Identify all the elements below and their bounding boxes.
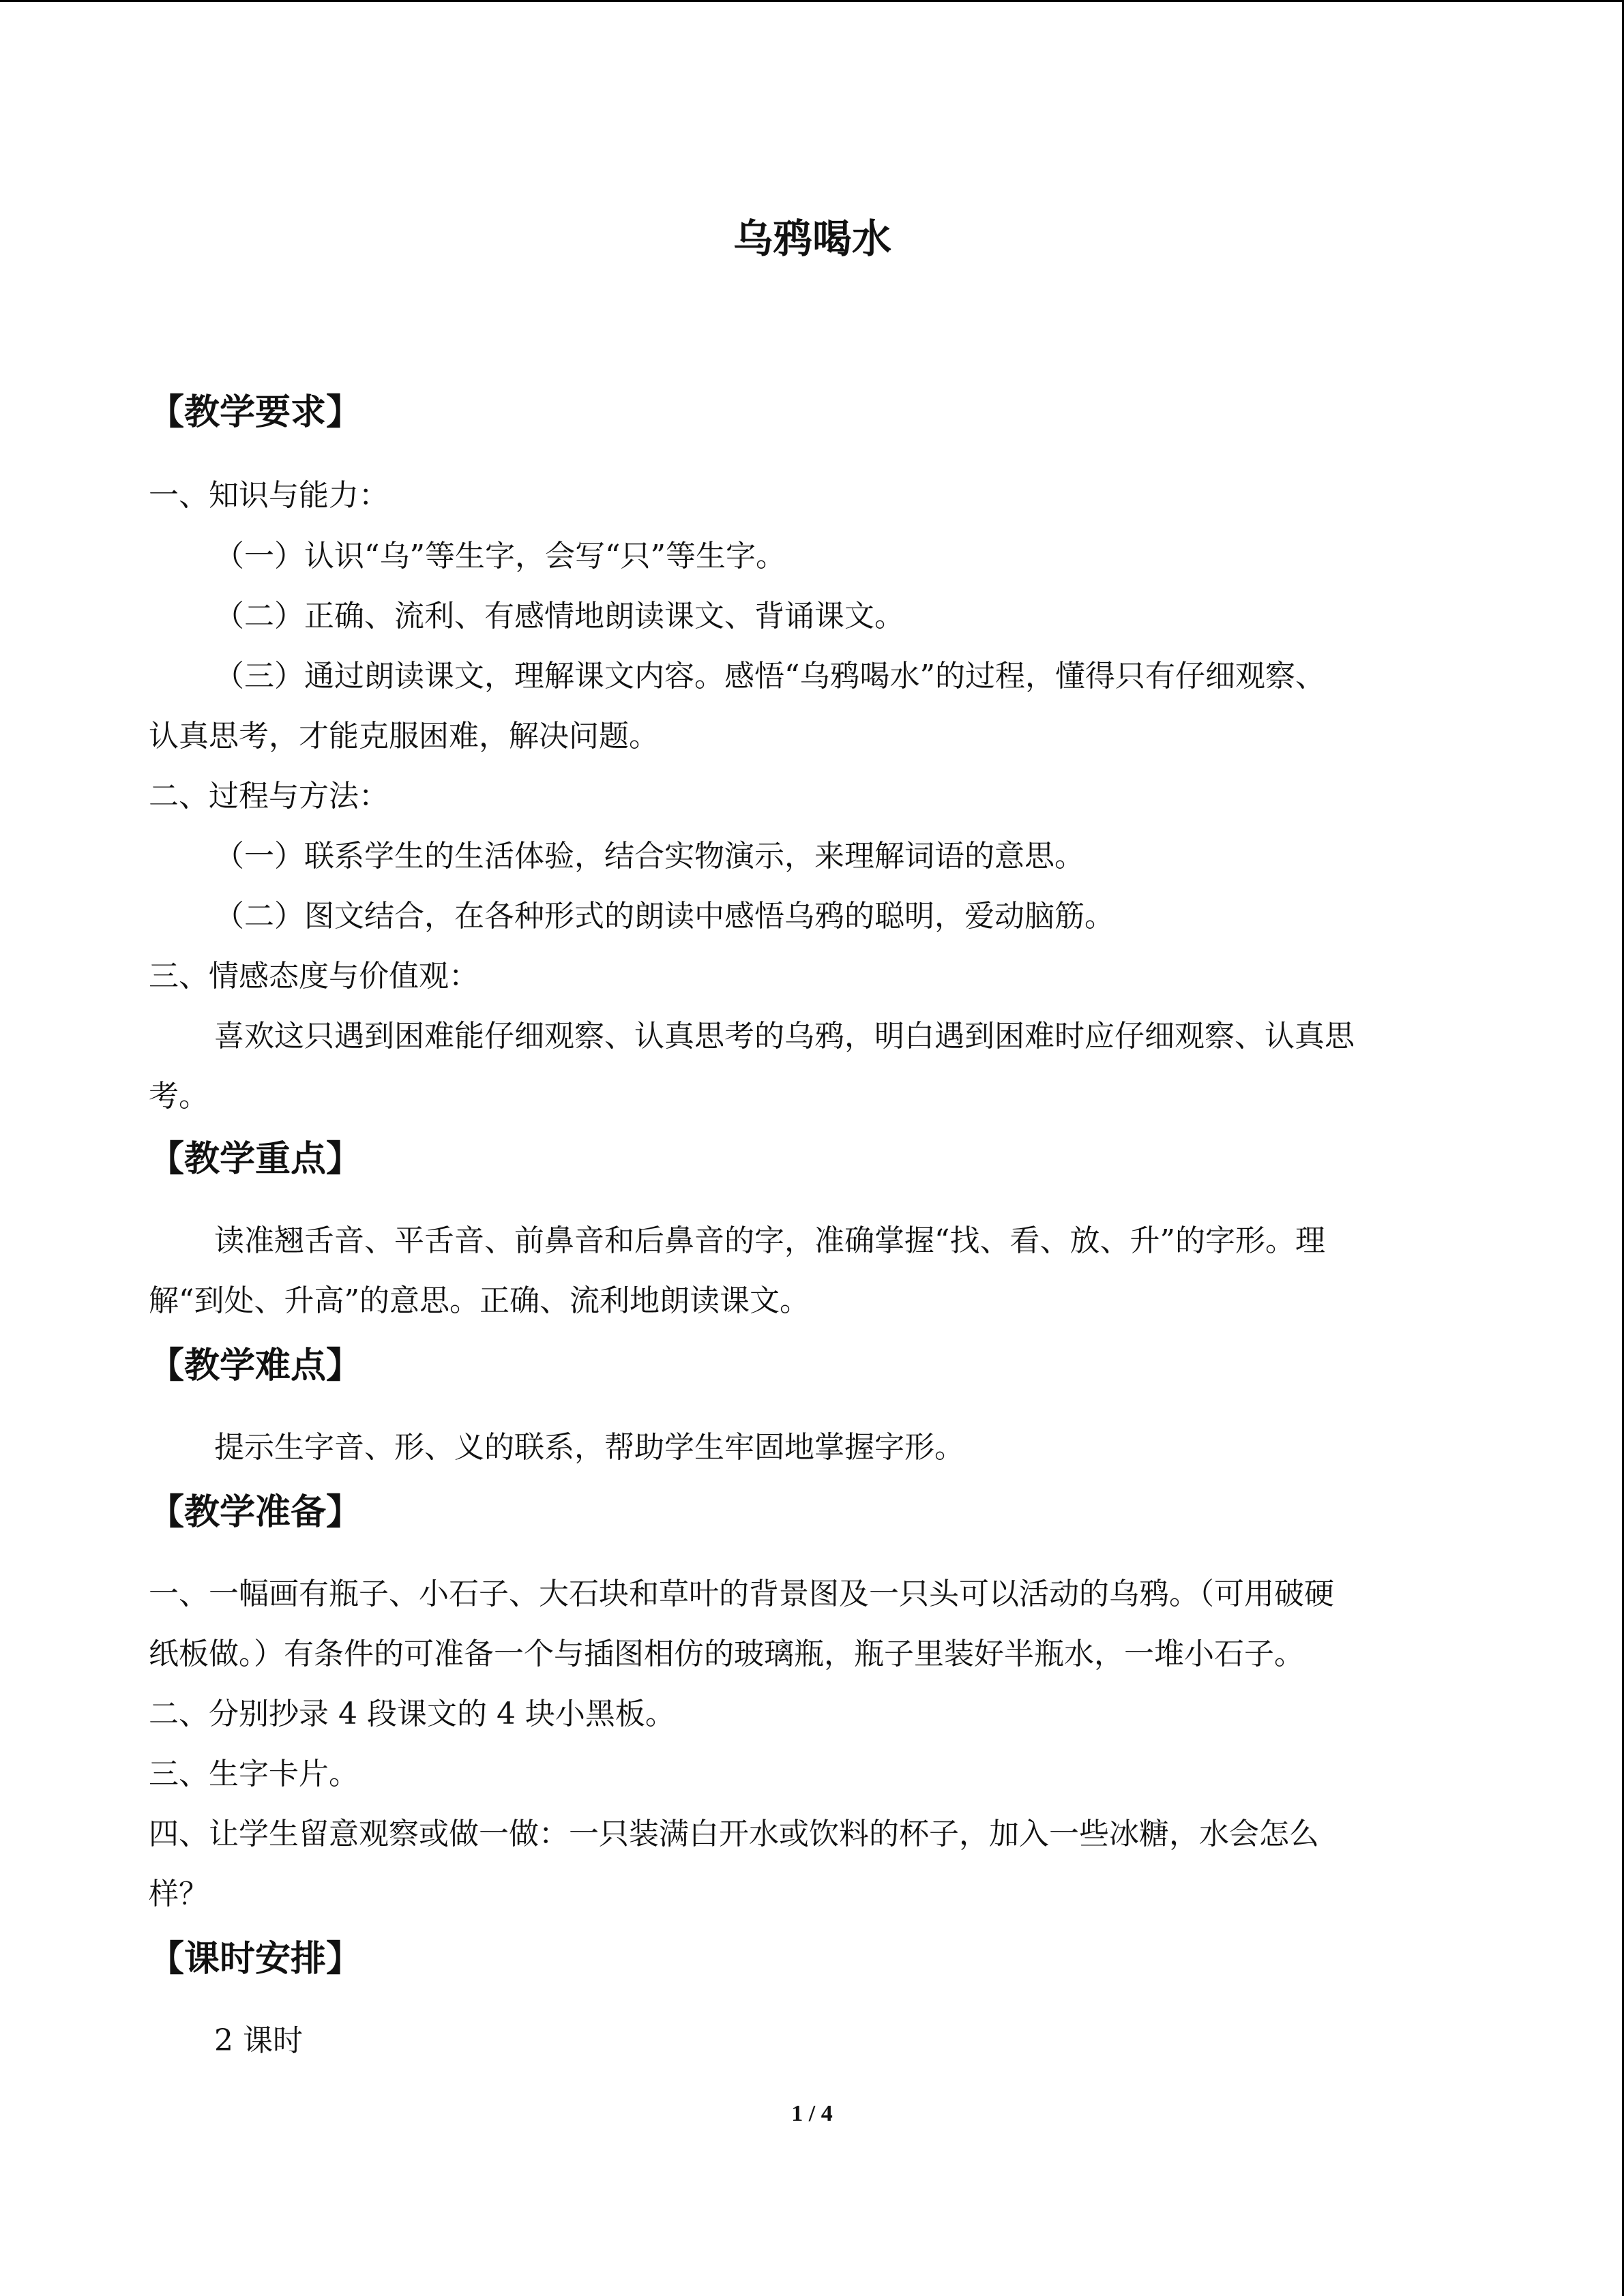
knowledge-title: 一、知识与能力：	[149, 478, 389, 513]
process-item-1: （一）联系学生的生活体验，结合实物演示，来理解词语的意思。	[214, 839, 1084, 874]
preparation-item-3: 三、生字卡片。	[149, 1757, 359, 1791]
section-heading-difficulties: 【教学难点】	[149, 1345, 362, 1386]
page-number: 1 / 4	[791, 2101, 833, 2126]
key-points-line-1: 读准翘舌音、平舌音、前鼻音和后鼻音的字，准确掌握“找、看、放、升”的字形。理	[214, 1223, 1325, 1258]
difficulties-line: 提示生字音、形、义的联系，帮助学生牢固地掌握字形。	[214, 1430, 964, 1465]
knowledge-item-3-line-1: （三）通过朗读课文，理解课文内容。感悟“乌鸦喝水”的过程，懂得只有仔细观察、	[214, 659, 1325, 694]
section-heading-preparation: 【教学准备】	[149, 1491, 362, 1533]
preparation-item-4-line-1: 四、让学生留意观察或做一做：一只装满白开水或饮料的杯子，加入一些冰糖，水会怎么	[149, 1817, 1319, 1851]
process-item-2: （二）图文结合，在各种形式的朗读中感悟乌鸦的聪明，爱动脑筋。	[214, 899, 1114, 934]
preparation-item-1-line-1: 一、一幅画有瓶子、小石子、大石块和草叶的背景图及一只头可以活动的乌鸦。（可用破硬	[149, 1577, 1334, 1611]
knowledge-item-2: （二）正确、流利、有感情地朗读课文、背诵课文。	[214, 599, 904, 633]
preparation-item-4-line-2: 样？	[149, 1877, 209, 1911]
knowledge-item-1: （一）认识“乌”等生字，会写“只”等生字。	[214, 539, 786, 573]
preparation-item-1-line-2: 纸板做。）有条件的可准备一个与插图相仿的玻璃瓶，瓶子里装好半瓶水，一堆小石子。	[149, 1637, 1304, 1671]
section-heading-requirements: 【教学要求】	[149, 391, 362, 433]
emotion-title: 三、情感态度与价值观：	[149, 959, 479, 994]
key-points-line-2: 解“到处、升高”的意思。正确、流利地朗读课文。	[149, 1283, 810, 1318]
page-title: 乌鸦喝水	[733, 215, 891, 262]
emotion-line-2: 考。	[149, 1079, 209, 1114]
preparation-item-2: 二、分别抄录 4 段课文的 4 块小黑板。	[149, 1697, 675, 1731]
emotion-line-1: 喜欢这只遇到困难能仔细观察、认真思考的乌鸦，明白遇到困难时应仔细观察、认真思	[214, 1019, 1355, 1054]
section-heading-key-points: 【教学重点】	[149, 1138, 362, 1180]
process-title: 二、过程与方法：	[149, 779, 389, 814]
knowledge-item-3-line-2: 认真思考，才能克服困难，解决问题。	[149, 719, 659, 754]
schedule-line: 2 课时	[214, 2023, 303, 2058]
section-heading-schedule: 【课时安排】	[149, 1938, 362, 1980]
